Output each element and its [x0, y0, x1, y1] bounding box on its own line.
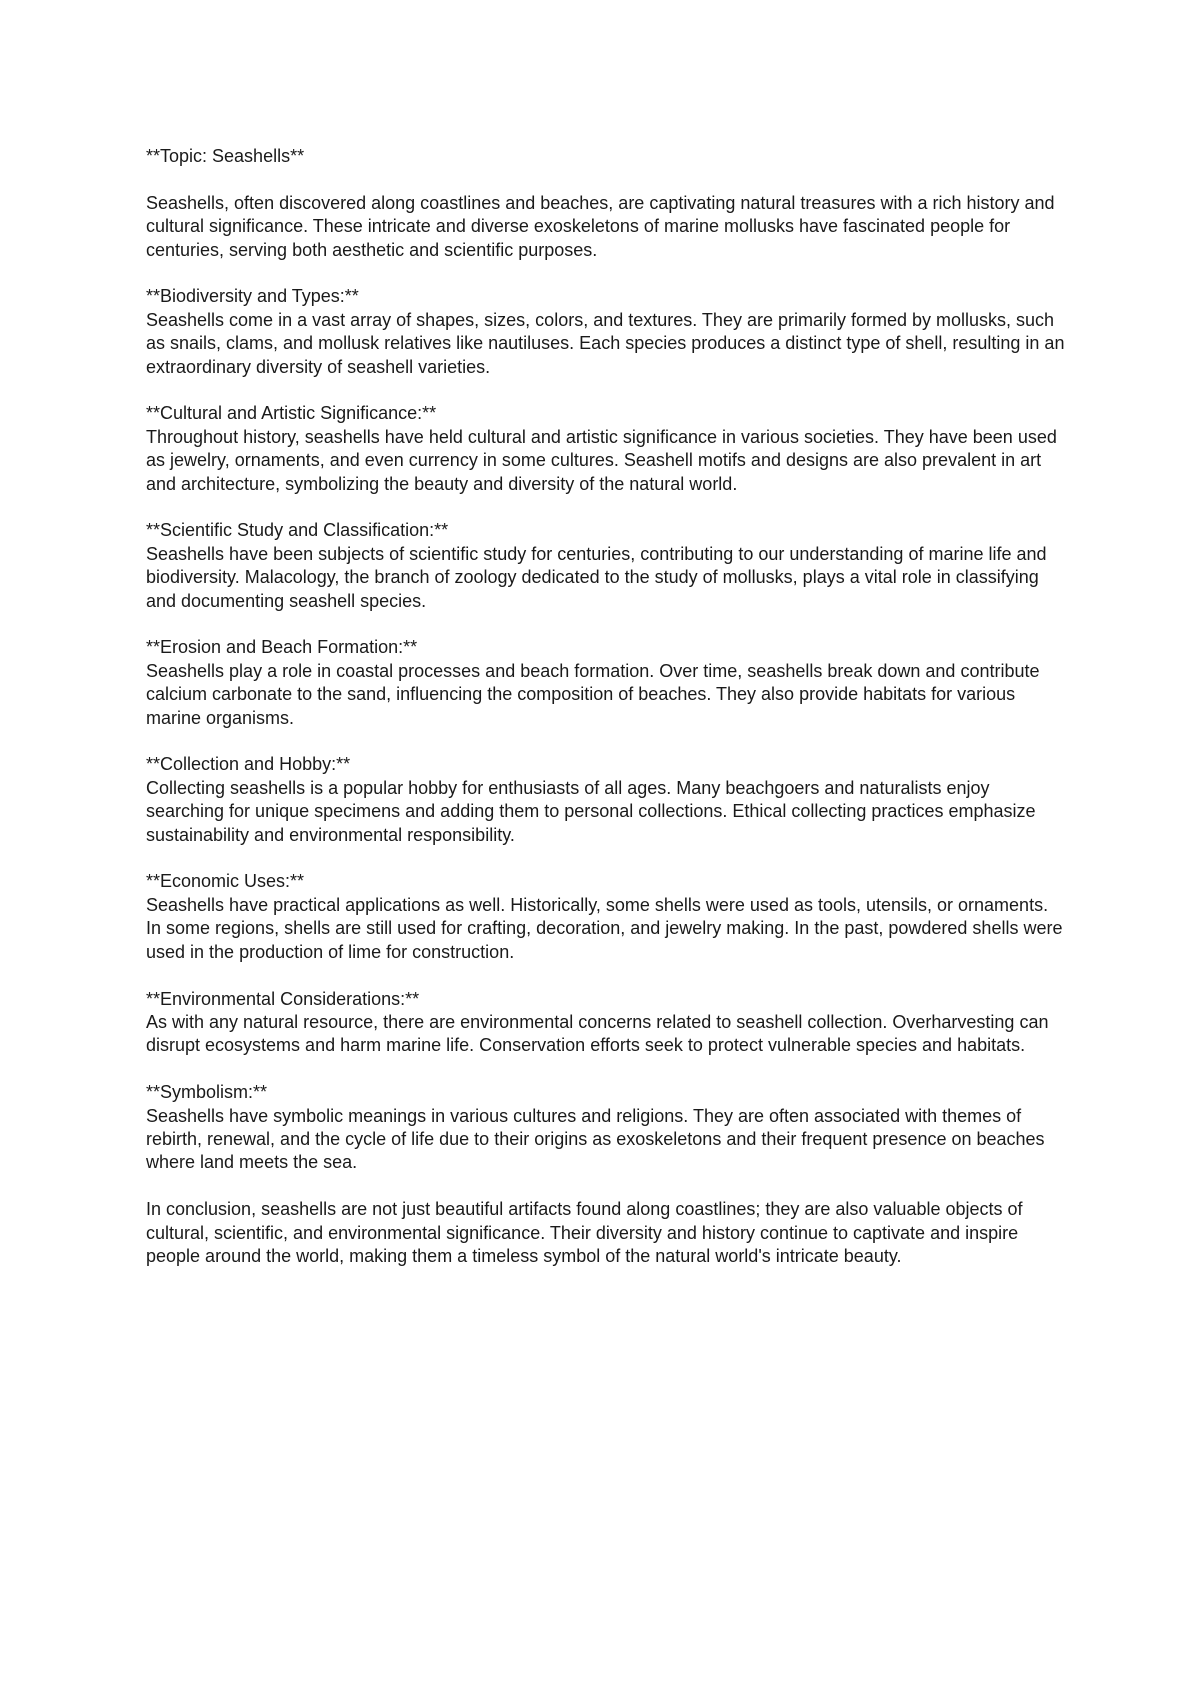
section-body: Seashells have been subjects of scientific study for centuries, contributing to our understanding of marine life and biodiversity. Malacology, the branch of zoology dedicated to the study of mollusks, plays a vital role in classifying and documenting seashell species.: [146, 543, 1047, 611]
section-cultural: [146, 402, 1066, 496]
section-body: Seashells play a role in coastal processes and beach formation. Over time, seashells break down and contribute calcium carbonate to the sand, influencing the composition of beaches. They also provide habitats for various marine organisms.: [146, 660, 1040, 728]
conclusion-paragraph: In conclusion, seashells are not just beautiful artifacts found along coastlines; they are also valuable objects of cultural, scientific, and environmental significance. Their diversity and history continue to captivate and inspire people around the world, making them a timeless symbol of the natural world's intricate beauty.: [146, 1199, 1023, 1266]
section-collection: [146, 753, 1066, 847]
document-body: [146, 145, 1066, 1268]
section-heading: **Scientific Study and Classification:**: [146, 520, 449, 541]
section-heading: **Environmental Considerations:**: [146, 988, 420, 1009]
section-body: Collecting seashells is a popular hobby for enthusiasts of all ages. Many beachgoers and naturalists enjoy searching for unique specimens and adding them to personal collections. Ethical collecting practices emphasize sustainability and environmental responsibility.: [146, 777, 1036, 845]
section-heading: **Economic Uses:**: [146, 871, 305, 892]
section-heading: **Symbolism:**: [146, 1082, 268, 1103]
section-body: Seashells come in a vast array of shapes, sizes, colors, and textures. They are primarily formed by mollusks, such as snails, clams, and mollusk relatives like nautiluses. Each species produces a distinct type of shell, resulting in an extraordinary diversity of seashell varieties.: [146, 309, 1065, 377]
section-heading: **Erosion and Beach Formation:**: [146, 637, 418, 658]
section-erosion: [146, 636, 1066, 730]
section-body: As with any natural resource, there are environmental concerns related to seashell collection. Overharvesting can disrupt ecosystems and harm marine life. Conservation efforts seek to protect vulnerable species and habitats.: [146, 1011, 1049, 1056]
section-body: Throughout history, seashells have held cultural and artistic significance in various societies. They have been used as jewelry, ornaments, and even currency in some cultures. Seashell motifs and designs are also prevalent in art and architecture, symbolizing the beauty and diversity of the natural world.: [146, 426, 1057, 494]
section-heading: **Biodiversity and Types:**: [146, 286, 359, 307]
section-body: Seashells have practical applications as well. Historically, some shells were used as tools, utensils, or ornaments. In some regions, shells are still used for crafting, decoration, and jewelry making. In the past, powdered shells were used in the production of lime for construction.: [146, 894, 1063, 962]
section-economic: [146, 870, 1066, 964]
intro-paragraph: Seashells, often discovered along coastlines and beaches, are captivating natural treasures with a rich history and cultural significance. These intricate and diverse exoskeletons of marine mollusks have fascinated people for centuries, serving both aesthetic and scientific purposes.: [146, 192, 1055, 260]
section-heading: **Collection and Hobby:**: [146, 754, 351, 775]
topic-line: **Topic: Seashells**: [146, 146, 305, 166]
section-environmental: [146, 988, 1066, 1058]
section-heading: **Cultural and Artistic Significance:**: [146, 403, 437, 424]
section-symbolism: [146, 1081, 1066, 1175]
section-scientific: [146, 519, 1066, 613]
section-biodiversity: [146, 285, 1066, 379]
section-body: Seashells have symbolic meanings in various cultures and religions. They are often associated with themes of rebirth, renewal, and the cycle of life due to their origins as exoskeletons and their frequent presence on beaches where land meets the sea.: [146, 1105, 1045, 1173]
